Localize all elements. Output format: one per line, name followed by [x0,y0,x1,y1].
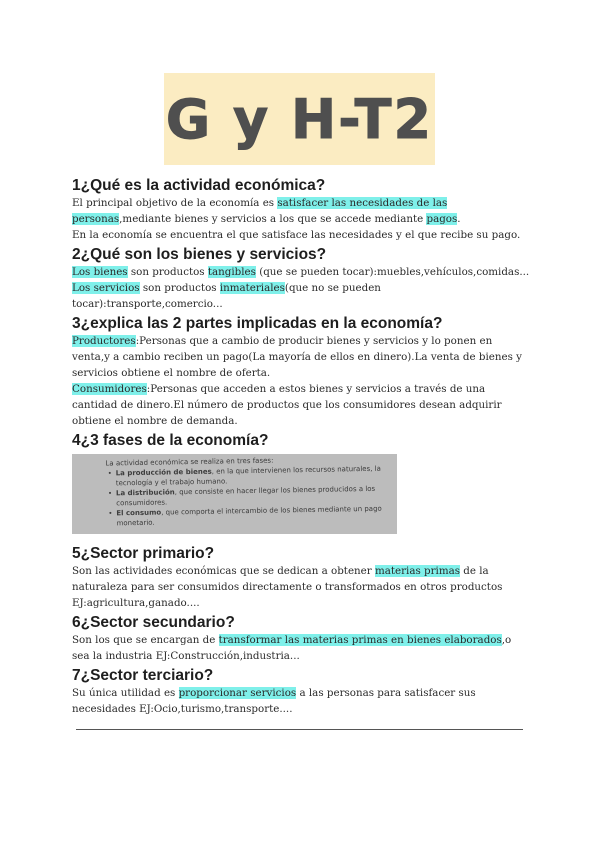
q2-text: son productos [127,266,208,278]
textbook-photo [72,454,397,534]
photo-b3-text: , que comporta el intercambio de los bienes mediante un pago monetario. [116,504,382,528]
page-title: G y H-T2 [165,87,434,151]
q2-highlight-inmateriales: inmateriales [219,282,285,294]
q2-text-3: son productos [139,282,220,294]
section-q5 [72,544,532,611]
photo-b3-bold: El consumo [116,508,162,518]
q7-highlight: proporcionar servicios [178,687,297,699]
q3-heading: 3¿explica las 2 partes implicadas en la economía? [72,315,443,332]
q1-text-3: . [457,213,461,225]
q5-text-2: de la naturaleza para ser consumidos directamente o transformados en otros productos EJ:agricultura,ganado.... [72,565,503,609]
photo-b1-bold: La producción de bienes [115,467,212,478]
q1-text-2: ,mediante bienes y servicios a los que se accede mediante [119,213,427,225]
q1-paragraph-1 [72,195,532,227]
photo-b2-text: , que consiste en hacer llegar los bienes producidos a los consumidores. [116,484,376,508]
photo-b2-bold: La distribución [115,488,175,498]
q2-highlight-servicios: Los servicios [72,282,140,294]
q7-text: Su única utilidad es [72,687,179,699]
q6-text: Son los que se encargan de [72,634,219,646]
q2-heading: 2¿Qué son los bienes y servicios? [72,246,327,263]
q1-highlight: satisfacer las necesidades de las personas [72,197,448,225]
q3-text: :Personas que a cambio de producir bienes y servicios y lo ponen en venta,y a cambio reciben un pago(La mayoría de ellos en dinero).La venta de bienes y servicios obtiene el nombre de oferta. [72,335,522,379]
q1-text: El principal objetivo de la economía es [72,197,278,209]
q1-highlight-2: pagos [426,213,458,225]
q3-highlight-consumidores: Consumidores [72,383,147,395]
q6-paragraph [72,632,532,664]
document-body [72,176,532,719]
q2-line-1 [72,264,532,280]
q1-heading: 1¿Qué es la actividad económica? [72,177,326,194]
q7-text-2: a las personas para satisfacer sus necesidades EJ:Ocio,turismo,transporte.... [72,687,476,715]
q7-heading: 7¿Sector terciario? [72,667,214,684]
q5-heading: 5¿Sector primario? [72,545,215,562]
q6-text-2: ,o sea la industria EJ:Construcción,industria... [72,634,512,662]
q2-highlight-tangibles: tangibles [207,266,256,278]
q6-heading: 6¿Sector secundario? [72,614,235,631]
q3-text-2: :Personas que acceden a estos bienes y servicios a través de una cantidad de dinero.El número de productos que los consumidores desean adquirir obtiene el nombre de demanda. [72,383,502,427]
section-q4 [72,431,532,534]
photo-intro: La actividad económica se realiza en tres fases: [105,456,274,468]
q2-text-2: (que se pueden tocar):muebles,vehículos,comidas... [255,266,530,278]
q3-highlight-productores: Productores [72,335,136,347]
q2-highlight-bienes: Los bienes [72,266,128,278]
section-q6 [72,613,532,664]
photo-b1-text: , en la que intervienen los recursos naturales, la tecnología y el trabajo humano. [115,464,381,488]
q5-text: Son las actividades económicas que se dedican a obtener [72,565,375,577]
section-q7 [72,666,532,717]
section-q1 [72,176,532,243]
bottom-divider [76,729,523,730]
q2-line-2 [72,280,532,312]
title-banner [164,73,435,165]
q5-highlight: materias primas [374,565,461,577]
section-q3 [72,314,532,429]
q7-paragraph [72,685,532,717]
q3-productores [72,333,532,381]
q4-heading: 4¿3 fases de la economía? [72,432,269,449]
q1-paragraph-2: En la economía se encuentra el que satisface las necesidades y el que recibe su pago. [72,229,521,241]
q5-paragraph [72,563,532,611]
photo-bullet-3 [106,503,396,528]
section-q2 [72,245,532,312]
q3-consumidores [72,381,532,429]
q2-text-4: (que no se pueden tocar):transporte,comercio... [72,282,381,310]
q6-highlight: transformar las materias primas en bienes elaborados [218,634,502,646]
